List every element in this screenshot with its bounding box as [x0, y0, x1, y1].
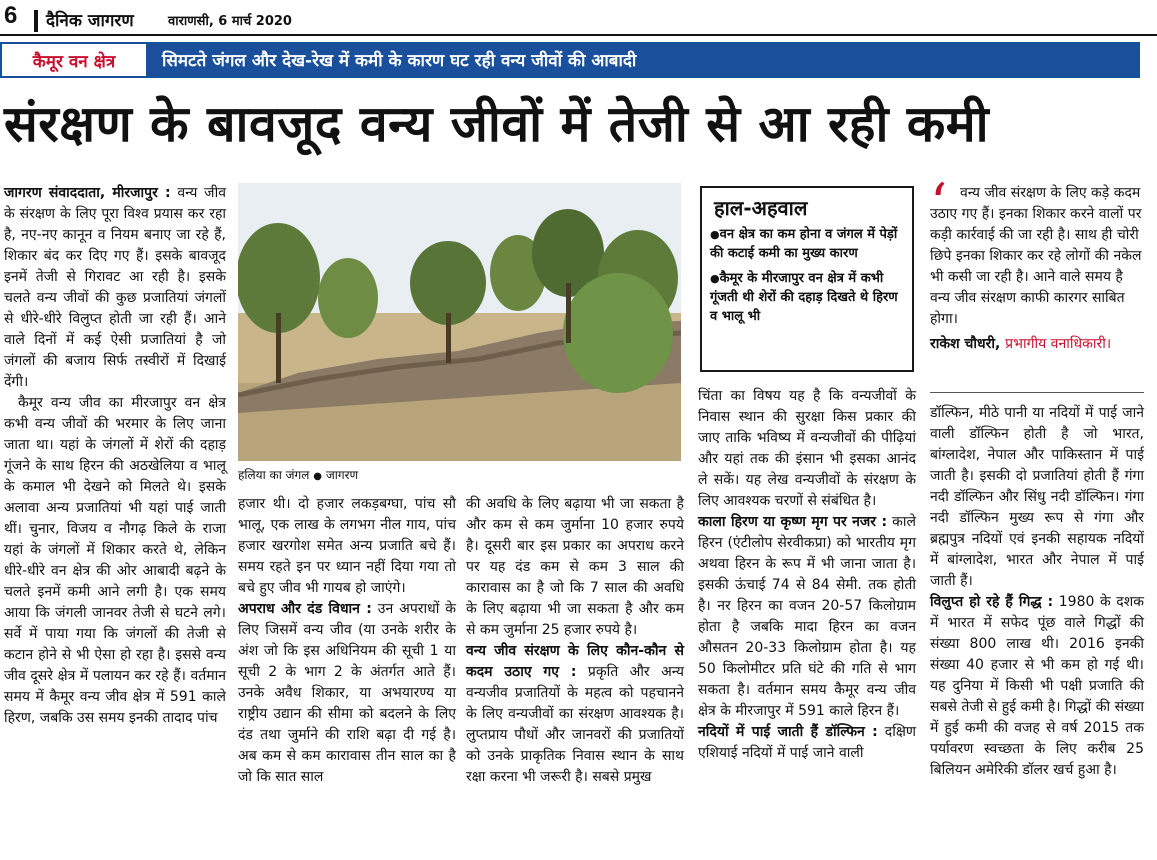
forest-photo-illustration — [238, 183, 681, 461]
paragraph — [930, 592, 1144, 781]
paragraph — [466, 641, 684, 788]
paragraph-text: उन अपराधों के लिए जिसमें वन्य जीव (या उनके शरीर के अंश जो कि इस अधिनियम की सूची 1 या सूची 2 के भाग 2 के अंतर्गत आते हैं। उनके अवैध शिकार, या अभयारण्य या राष्ट्रीय उद्यान की सीमा को बदलने के लिए दंड तथा जुर्माने की राशि बढ़ा दी गई है। अब कम से कम कारावास तीन साल का है जो कि सात साल — [238, 601, 456, 785]
bullet-icon: ● — [710, 228, 720, 241]
header-rule — [0, 34, 1157, 36]
subhead: अपराध और दंड विधान : — [238, 601, 372, 617]
paragraph — [4, 183, 226, 393]
paragraph-text: काले हिरन (एंटीलोप सेरवीकप्रा) को भारतीय मृग अथवा हिरन के रूप में भी जाना जाता है। इसकी ऊंचाई 74 से 84 सेमी. तक होती है। नर हिरन का वजन 20-57 किलोग्राम होता है जबकि मादा हिरन का वजन औसतन 20-33 किलोग्राम होता है। यह 50 किलोमीटर प्रति घंटे की गति से भाग सकता है। वर्तमान समय कैमूर वन्य जीव क्षेत्र के मीरजापुर में 591 काले हिरन हैं। — [698, 514, 916, 719]
paragraph: की अवधि के लिए बढ़ाया भी जा सकता है और कम से कम जुर्माना 10 हजार रुपये है। दूसरी बार इस प्रकार का अपराध करने पर यह दंड कम से कम 3 साल की कारावास का है जो कि 7 साल की अवधि के लिए बढ़ाया भी जा सकता है और कम से कम जुर्माना 25 हजार रुपये है। — [466, 496, 684, 638]
subhead: विलुप्त हो रहे हैं गिद्ध : — [930, 594, 1054, 610]
paragraph — [698, 722, 916, 764]
dateline: वाराणसी, 6 मार्च 2020 — [168, 14, 292, 29]
info-box-item: ●कैमूर के मीरजापुर वन क्षेत्र में कभी गूंजती थी शेरों की दहाड़ दिखते थे हिरण व भालू भी — [710, 271, 898, 324]
paragraph: डॉल्फिन, मीठे पानी या नदियों में पाई जाने वाली डॉल्फिन होती है जो भारत, बांग्लादेश, नेपाल और पाकिस्तान में पाई जाती है। इसकी दो प्रजातियां होती हैं गंगा नदी डॉल्फिन और सिंधु नदी डॉल्फिन। गंगा नदी डॉल्फिन मुख्य रूप से गंगा और ब्रह्मपुत्र नदियों एवं इनकी सहायक नदियों में बांग्लादेश, भारत और नेपाल में पाई जाती हैं। — [930, 405, 1144, 589]
info-box-title: हाल-अहवाल — [714, 196, 808, 220]
article-column-1 — [4, 183, 226, 729]
paragraph-text: 1980 के दशक में भारत में सफेद पूंछ वाले गिद्धों की संख्या 800 लाख थी। 2016 इनकी संख्या 40 हजार से भी कम हो गई थी। यह दुनिया में किसी भी पक्षी प्रजाति की सबसे तेजी से हुई कमी है। गिद्धों की संख्या में हुई कमी की वजह से वर्ष 2015 तक पर्यावरण स्वच्छता के लिए करीब 25 बिलियन अमेरिकी डॉलर खर्च हुआ है। — [930, 594, 1144, 778]
paragraph: हजार थी। दो हजार लकड़बग्घा, पांच सौ भालू, एक लाख के लगभग नील गाय, पांच हजार खरगोश समेत अन्य प्रजाति बचे हैं। समय रहते इन पर ध्यान नहीं दिया गया तो बचे हुए जीव भी गायब हो जाएंगे। — [238, 496, 456, 596]
quote-designation: प्रभागीय वनाधिकारी। — [1005, 336, 1112, 352]
byline: जागरण संवाददाता, मीरजापुर : — [4, 185, 171, 201]
quote-author: राकेश चौधरी, — [930, 336, 1001, 352]
headline: संरक्षण के बावजूद वन्य जीवों में तेजी से आ रही कमी — [4, 95, 990, 153]
subhead: काला हिरण या कृष्ण मृग पर नजर : — [698, 514, 888, 530]
bullet-icon: ● — [710, 272, 720, 285]
kicker-tag: कैमूर वन क्षेत्र — [0, 42, 148, 78]
info-box-item: ●वन क्षेत्र का कम होना व जंगल में पेड़ों की कटाई कमी का मुख्य कारण — [710, 227, 898, 261]
article-column-4 — [698, 386, 916, 764]
photo-credit: जागरण — [325, 468, 359, 482]
quote-divider — [930, 392, 1144, 393]
paragraph-text: दक्षिण एशियाई नदियों में पाई जाने वाली — [698, 724, 917, 761]
paragraph: चिंता का विषय यह है कि वन्यजीवों के निवास स्थान की सुरक्षा किस प्रकार की जाए ताकि भविष्य में वन्यजीवों की पीढ़ियां और यहां तक की इंसान भी इसका आनंद ले सकें। यह लेख वन्यजीवों के संरक्षण के लिए आवश्यक चरणों से संबंधित है। — [698, 388, 916, 509]
paragraph: कैमूर वन्य जीव का मीरजापुर वन क्षेत्र कभी वन्य जीवों की भरमार के लिए जाना जाता था। यहां के जंगलों में शेरों की दहाड़ गूंजने के साथ हिरन की अठखेलिया व भालू के कमाल भी देखने को मिलते थे। इसके अलावा अन्य प्रजातियां भी यहां पाई जाती थीं। चुनार, विजय व नौगढ़ किले के राजा यहां के जंगलों में शिकार करते थे, लेकिन धीरे-धीरे वन क्षेत्र की ओर आबादी बढ़ने के चलते इनमें कमी आने लगी है। एक समय आया कि जंगली जानवर तेजी से घटने लगे। सर्वे में पाया गया कि जंगलों की तेजी से कटान होने से भी ऐसा हो रहा है। इससे वन्य जीव दूसरे क्षेत्र में पलायन कर रहे हैं। वर्तमान समय में कैमूर वन्य जीव क्षेत्र में 591 काले हिरण, जबकि उस समय इनकी तादाद पांच — [4, 395, 226, 726]
quote-attribution — [930, 334, 1144, 355]
article-column-5 — [930, 403, 1144, 781]
quote-mark-icon: ‘ — [930, 172, 948, 235]
paragraph — [698, 512, 916, 722]
kicker-bar — [0, 42, 1140, 78]
paragraph-text: वन्य जीव के संरक्षण के लिए पूरा विश्व प्रयास कर रहा है, नए-नए कानून व नियम बनाए जा रहे हैं, शिकार बंद कर दिए गए हैं। इसके बावजूद इनमें तेजी से गिरावट आ रही है। इसके चलते वन्य जीवों की कुछ प्रजातियां जंगलों से धीरे-धीरे विलुप्त होती जा रही हैं। आने वाले दिनों में कई ऐसी प्रजातियां है जो जंगलों की बजाय सिर्फ तस्वीरों में दिखाई देंगी। — [4, 185, 226, 390]
bullet-icon: ● — [313, 471, 322, 482]
article-photo — [238, 183, 681, 461]
quote-block — [930, 172, 1144, 355]
page-header — [0, 0, 1157, 34]
info-box — [700, 186, 914, 372]
quote-text: वन्य जीव संरक्षण के लिए कड़े कदम उठाए गए हैं। इनका शिकार करने वालों पर कड़ी कार्रवाई की जा रही है। साथ ही चोरी छिपे इनका शिकार कर रहे लोगों की नकेल भी कसी जा रही है। आने वाले समय है वन्य जीव संरक्षण काफी कारगर साबित होगा। — [930, 185, 1142, 327]
subhead: वन्य जीव संरक्षण के लिए कौन-कौन से कदम उठाए गए : — [466, 643, 684, 680]
caption-text: हलिया का जंगल — [238, 468, 310, 482]
paragraph-text: प्रकृति और अन्य वन्यजीव प्रजातियों के महत्व को पहचानने के लिए वन्यजीवों का संरक्षण आवश्यक है। लुप्तप्राय पौधों और जानवरों की प्रजातियों को उनके प्राकृतिक निवास स्थान के साथ रक्षा करना भी जरूरी है। सबसे प्रमुख — [466, 664, 685, 785]
subhead: नदियों में पाई जाती हैं डॉल्फिन : — [698, 724, 878, 740]
photo-caption — [238, 466, 358, 483]
page-number: 6 — [4, 2, 18, 29]
article-column-3 — [466, 494, 684, 788]
paragraph — [238, 599, 456, 788]
page-number-divider — [34, 10, 38, 32]
kicker-text: सिमटते जंगल और देख-रेख में कमी के कारण घट रही वन्य जीवों की आबादी — [162, 51, 637, 71]
article-column-2 — [238, 494, 456, 788]
masthead: दैनिक जागरण — [46, 11, 134, 31]
